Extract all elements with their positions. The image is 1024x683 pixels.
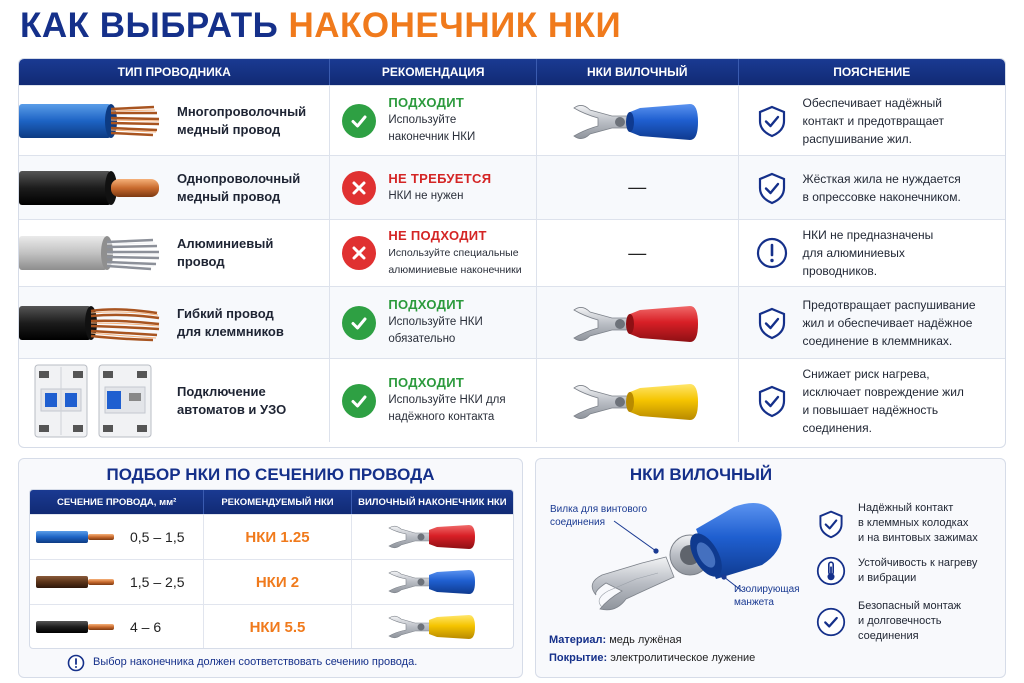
check-circle-icon <box>816 606 846 638</box>
check-icon <box>342 384 376 418</box>
shield-check-icon <box>755 384 789 418</box>
title-part-2: НАКОНЕЧНИК НКИ <box>288 6 622 45</box>
conductor-type-label: Многопроволочный медный провод <box>177 103 307 137</box>
page-title <box>20 6 621 46</box>
table-row <box>19 155 1005 219</box>
info-icon <box>67 654 85 672</box>
feature-item: Безопасный монтаж и долговечность соединения <box>816 599 961 644</box>
cross-icon <box>342 236 376 270</box>
red-fork-terminal-icon <box>572 298 702 348</box>
sleeve-callout: Изолирующая манжета <box>734 584 800 608</box>
selection-row <box>30 604 513 649</box>
recommendation-note: Используйте наконечник НКИ <box>388 114 476 143</box>
black-wire-icon <box>36 619 116 635</box>
header-recommended-model: РЕКОМЕНДУЕМЫЙ НКИ <box>204 490 351 514</box>
explanation-text: Жёсткая жила не нуждается в опрессовке наконечником. <box>802 171 961 204</box>
conductor-table <box>18 58 1006 448</box>
conductor-type-label: Подключение автоматов и УЗО <box>177 383 287 417</box>
header-recommendation: РЕКОМЕНДАЦИЯ <box>330 59 537 85</box>
status-badge: НЕ ПОДХОДИТ <box>388 227 487 243</box>
detail-title: НКИ ВИЛОЧНЫЙ <box>629 465 773 484</box>
warning-circle-icon <box>755 236 789 270</box>
yellow-fork-terminal-icon <box>387 610 477 644</box>
check-icon <box>342 104 376 138</box>
recommended-model: НКИ 1.25 <box>204 515 351 559</box>
status-badge: ПОДХОДИТ <box>388 297 465 312</box>
fork-terminal-detail-panel <box>535 458 1006 678</box>
header-conductor-type: ТИП ПРОВОДНИКА <box>19 59 330 85</box>
shield-check-icon <box>816 508 846 540</box>
not-applicable-dash: — <box>628 177 647 197</box>
thermometer-icon <box>816 555 846 587</box>
conductor-type-label: Однопроволочный медный провод <box>177 170 301 204</box>
recommendation-note: Используйте НКИ обязательно <box>388 316 483 345</box>
selection-header <box>30 490 513 514</box>
blue-fork-terminal-icon <box>572 96 702 146</box>
conductor-type-label: Гибкий провод для клеммников <box>177 305 284 339</box>
status-badge: НЕ ТРЕБУЕТСЯ <box>388 170 492 186</box>
selection-note: Выбор наконечника должен соответствовать сечению провода. <box>93 656 418 668</box>
explanation-text: НКИ не предназначены для алюминиевых проводников. <box>802 228 934 278</box>
table-row <box>19 286 1005 358</box>
table-row <box>19 358 1005 442</box>
cross-section-range: 1,5 – 2,5 <box>130 574 185 590</box>
explanation-text: Предотвращает распушивание жил и обеспечивает надёжное соединение в клеммниках. <box>802 297 976 348</box>
stranded-copper-wire-icon <box>19 91 167 151</box>
explanation-text: Обеспечивает надёжный контакт и предотвращает распушивание жил. <box>802 95 945 146</box>
blue-fork-terminal-icon <box>387 565 477 599</box>
cross-section-range: 0,5 – 1,5 <box>130 529 185 545</box>
shield-check-icon <box>755 306 789 340</box>
table-row <box>19 219 1005 286</box>
brown-wire-icon <box>36 574 116 590</box>
cross-icon <box>342 171 376 205</box>
not-applicable-dash: — <box>628 242 647 263</box>
selection-row <box>30 559 513 604</box>
status-badge: ПОДХОДИТ <box>388 375 465 390</box>
flexible-copper-wire-icon <box>19 295 167 351</box>
cross-section-range: 4 – 6 <box>130 619 162 635</box>
header-fork-terminal: НКИ ВИЛОЧНЫЙ <box>537 59 739 85</box>
header-explanation: ПОЯСНЕНИЕ <box>833 65 911 79</box>
feature-item: Надёжный контакт в клеммных колодках и на винтовых зажимах <box>816 501 978 546</box>
selection-row <box>30 514 513 559</box>
fork-callout: Вилка для винтового соединения <box>550 504 648 528</box>
size-selection-panel <box>18 458 523 678</box>
circuit-breaker-icon <box>19 363 167 439</box>
red-fork-terminal-icon <box>387 520 477 554</box>
material-line: Материал: медь лужёная <box>549 634 682 646</box>
header-cross-section: СЕЧЕНИЕ ПРОВОДА, мм² <box>30 490 204 514</box>
aluminum-wire-icon <box>19 225 167 281</box>
shield-check-icon <box>755 171 789 205</box>
check-icon <box>342 306 376 340</box>
recommendation-note: Используйте специальные алюминиевые наконечники <box>388 246 522 276</box>
table-row <box>19 85 1005 155</box>
recommended-model: НКИ 2 <box>204 560 351 604</box>
status-badge: ПОДХОДИТ <box>388 95 465 110</box>
table-header <box>19 59 1005 85</box>
recommendation-note: Используйте НКИ для надёжного контакта <box>388 394 506 423</box>
selection-title: ПОДБОР НКИ ПО СЕЧЕНИЮ ПРОВОДА <box>106 465 435 484</box>
blue-wire-icon <box>36 529 116 545</box>
shield-check-icon <box>755 104 789 138</box>
yellow-fork-terminal-icon <box>572 376 702 426</box>
title-part-1: КАК ВЫБРАТЬ <box>20 6 279 45</box>
selection-table <box>29 489 514 649</box>
coating-line: Покрытие: электролитическое лужение <box>549 652 756 664</box>
header-fork-lug: ВИЛОЧНЫЙ НАКОНЕЧНИК НКИ <box>358 496 507 508</box>
solid-copper-wire-icon <box>19 163 167 213</box>
conductor-type-label: Алюминиевый провод <box>177 236 274 269</box>
recommended-model: НКИ 5.5 <box>204 605 351 649</box>
explanation-text: Снижает риск нагрева, исключает повреждение жил и повышает надёжность соединения. <box>802 366 964 435</box>
feature-item: Устойчивость к нагреву и вибрации <box>816 555 977 587</box>
recommendation-note: НКИ не нужен <box>388 189 464 202</box>
